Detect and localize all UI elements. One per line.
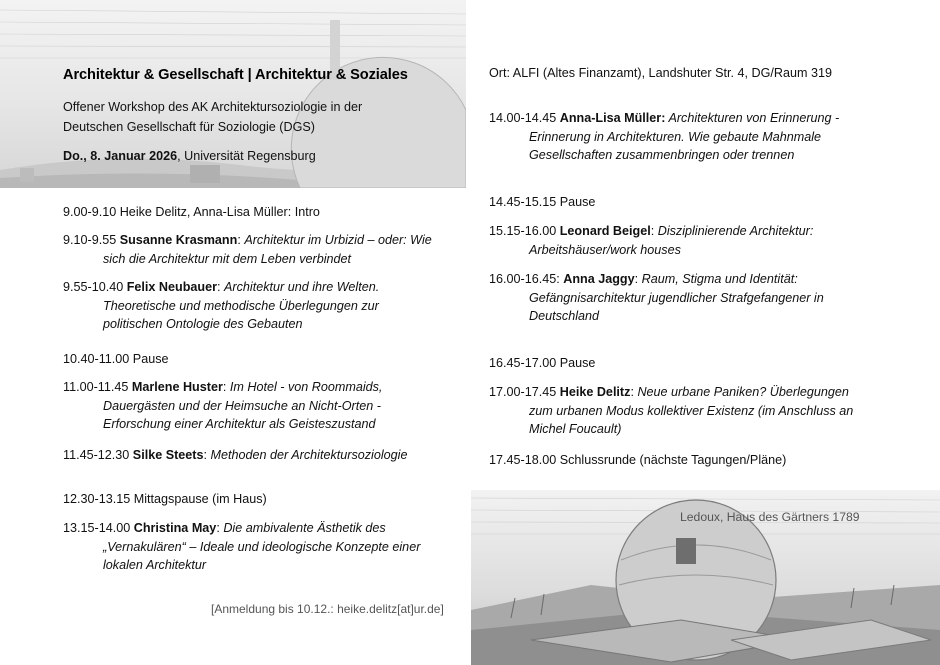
talk-title-cont: Erforschung einer Architektur als Geisteszustand bbox=[103, 417, 376, 431]
talk-title: Methoden der Architektursoziologie bbox=[210, 448, 408, 462]
program-entry-neubauer bbox=[63, 278, 458, 334]
speaker-name: Silke Steets bbox=[132, 448, 204, 462]
separator: : bbox=[216, 521, 224, 535]
speaker-name: Leonard Beigel bbox=[559, 224, 651, 238]
talk-title: Die ambivalente Ästhetik des bbox=[223, 521, 386, 535]
entry-time: 11.00-11.45 bbox=[63, 380, 132, 394]
entry-time: 11.45-12.30 bbox=[63, 448, 133, 462]
entry-text: 9.00-9.10 Heike Delitz, Anna-Lisa Müller: Intro bbox=[63, 205, 320, 219]
separator: : bbox=[203, 448, 211, 462]
separator: : bbox=[237, 233, 245, 247]
registration-note: [Anmeldung bis 10.12.: heike.delitz[at]ur.de] bbox=[211, 602, 444, 616]
program-entry-may bbox=[63, 519, 458, 575]
program-entry-huster bbox=[63, 378, 458, 434]
talk-title: Im Hotel - von Roommaids, bbox=[229, 380, 383, 394]
page-title: Architektur & Gesellschaft | Architektur & Soziales bbox=[63, 67, 408, 83]
talk-title-cont: Gefängnisarchitektur jugendlicher Strafgefangener in bbox=[529, 290, 824, 305]
program-entry-delitz bbox=[489, 383, 884, 439]
entry-text: 14.45-15.15 Pause bbox=[489, 195, 596, 209]
entry-time: 14.00-14.45 bbox=[489, 111, 560, 125]
speaker-name: Anna-Lisa Müller: bbox=[559, 111, 666, 125]
talk-title-cont: Michel Foucault) bbox=[529, 422, 622, 436]
talk-title-cont: Gesellschaften zusammenbringen oder trennen bbox=[529, 148, 795, 162]
entry-time: 16.00-16.45: bbox=[489, 272, 564, 286]
image-caption: Ledoux, Haus des Gärtners 1789 bbox=[680, 510, 860, 524]
separator: : bbox=[650, 224, 658, 238]
program-entry-closing bbox=[489, 451, 884, 470]
subtitle-line-2: Deutschen Gesellschaft für Soziologie (DGS) bbox=[63, 120, 315, 134]
speaker-name: Felix Neubauer bbox=[126, 280, 218, 294]
program-entry-steets bbox=[63, 446, 458, 465]
speaker-name: Heike Delitz bbox=[559, 385, 631, 399]
program-entry-krasmann bbox=[63, 231, 458, 268]
talk-title-cont: sich die Architektur mit dem Leben verbindet bbox=[103, 251, 352, 266]
entry-time: 17.00-17.45 bbox=[489, 385, 560, 399]
separator: : bbox=[630, 385, 638, 399]
talk-title-cont: Erinnerung in Architekturen. Wie gebaute Mahnmale bbox=[529, 129, 822, 144]
talk-title-cont: Arbeitshäuser/work houses bbox=[529, 242, 681, 257]
program-entry-beigel bbox=[489, 222, 884, 259]
talk-title-cont: „Vernakulären“ – Ideale und ideologische Konzepte einer bbox=[103, 539, 421, 554]
talk-title-cont: Theoretische und methodische Überlegungen zur bbox=[103, 298, 379, 313]
speaker-name: Anna Jaggy bbox=[563, 272, 635, 286]
entry-text: 16.45-17.00 Pause bbox=[489, 356, 596, 370]
talk-title-cont: Dauergästen und der Heimsuche an Nicht-Orten - bbox=[103, 398, 381, 413]
program-entry-pause-3 bbox=[489, 354, 884, 373]
program-entry-lunch bbox=[63, 490, 458, 509]
talk-title: Raum, Stigma und Identität: bbox=[641, 272, 798, 286]
entry-text: 12.30-13.15 Mittagspause (im Haus) bbox=[63, 492, 267, 506]
venue-line: Ort: ALFI (Altes Finanzamt), Landshuter Str. 4, DG/Raum 319 bbox=[489, 66, 832, 80]
program-entry-pause-1 bbox=[63, 350, 458, 369]
speaker-name: Susanne Krasmann bbox=[119, 233, 238, 247]
program-entry-intro bbox=[63, 203, 458, 222]
university-text: , Universität Regensburg bbox=[177, 149, 316, 163]
entry-time: 13.15-14.00 bbox=[63, 521, 134, 535]
separator: : bbox=[222, 380, 230, 394]
program-entry-jaggy bbox=[489, 270, 884, 326]
talk-title-cont: politischen Ontologie des Gebauten bbox=[103, 317, 303, 331]
talk-title-cont: lokalen Architektur bbox=[103, 558, 207, 572]
entry-time: 15.15-16.00 bbox=[489, 224, 560, 238]
entry-text: 10.40-11.00 Pause bbox=[63, 352, 169, 366]
separator: : bbox=[217, 280, 225, 294]
program-entry-mueller bbox=[489, 109, 884, 165]
speaker-name: Christina May bbox=[133, 521, 217, 535]
entry-text: 17.45-18.00 Schlussrunde (nächste Tagungen/Pläne) bbox=[489, 453, 787, 467]
entry-time: 9.55-10.40 bbox=[63, 280, 127, 294]
program-entry-pause-2 bbox=[489, 193, 884, 212]
talk-title: Architekturen von Erinnerung - bbox=[665, 111, 840, 125]
speaker-name: Marlene Huster bbox=[131, 380, 223, 394]
workshop-subtitle bbox=[63, 97, 463, 137]
separator: : bbox=[634, 272, 642, 286]
talk-title: Disziplinierende Architektur: bbox=[657, 224, 814, 238]
entry-time: 9.10-9.55 bbox=[63, 233, 120, 247]
talk-title-cont: Deutschland bbox=[529, 309, 600, 323]
date-text: Do., 8. Januar 2026 bbox=[63, 149, 178, 163]
talk-title: Architektur und ihre Welten. bbox=[224, 280, 380, 294]
talk-title: Architektur im Urbizid – oder: Wie bbox=[244, 233, 432, 247]
talk-title-cont: zum urbanen Modus kollektiver Existenz (im Anschluss an bbox=[529, 403, 854, 418]
talk-title: Neue urbane Paniken? Überlegungen bbox=[637, 385, 849, 399]
event-date bbox=[63, 147, 316, 166]
subtitle-line-1: Offener Workshop des AK Architektursoziologie in der bbox=[63, 100, 363, 114]
